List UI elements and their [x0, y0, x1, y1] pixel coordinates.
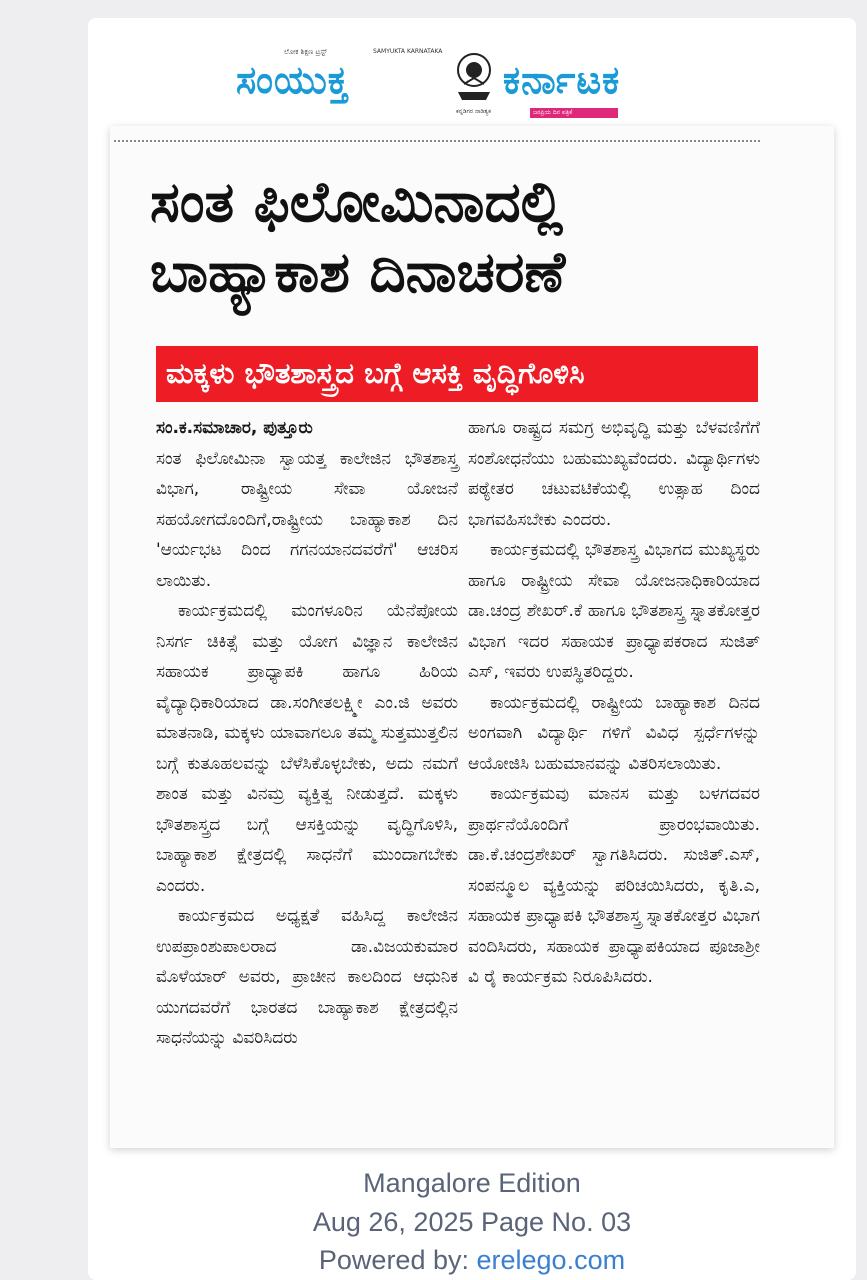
- article-headline: [150, 168, 770, 308]
- article-paragraph: ಕಾರ್ಯಕ್ರಮದಲ್ಲಿ ರಾಷ್ಟ್ರೀಯ ಬಾಹ್ಯಾಕಾಶ ದಿನದ ಅಂಗವಾಗಿ ವಿದ್ಯಾರ್ಥಿ ಗಳಿಗೆ ವಿವಿಧ ಸ್ಪರ್ಧೆಗಳನ್ನು ಆಯೋಜಿಸಿ ಬಹುಮಾನವನ್ನು ವಿತರಿಸಲಾಯಿತು.: [468, 692, 760, 774]
- powered-by: [88, 1241, 856, 1280]
- masthead-pink-tag: ಜನಪ್ರಿಯ ದಿನ ಪತ್ರಿಕೆ: [530, 108, 618, 118]
- article-byline: ಸಂ.ಕ.ಸಮಾಚಾರ, ಪುತ್ತೂರು: [156, 418, 313, 438]
- news-clipping: [110, 126, 834, 1148]
- article-column-1: [156, 413, 458, 1054]
- page-footer: [88, 1164, 856, 1280]
- masthead-tagline: ಲೋಕ ಶಿಕ್ಷಣ ಟ್ರಸ್ಟ್: [284, 48, 327, 56]
- article-paragraph: ಸಂತ ಫಿಲೋಮಿನಾ ಸ್ವಾಯತ್ತ ಕಾಲೇಜಿನ ಭೌತಶಾಸ್ತ್ರ ವಿಭಾಗ, ರಾಷ್ಟ್ರೀಯ ಸೇವಾ ಯೋಜನೆ ಸಹಯೋಗದೊಂದಿಗೆ,ರಾಷ್ಟ್ರೀಯ ಬಾಹ್ಯಾಕಾಶ ದಿನ 'ಆರ್ಯಭಟ ದಿಂದ ಗಗನಯಾನದವರೆಗೆ' ಆಚರಿಸ ಲಾಯಿತು.: [156, 448, 458, 591]
- masthead-subtag: ಕನ್ನಡಿಗರ ನಾಡಿತ್ಯಕ: [456, 108, 491, 115]
- article-paragraph: ಕಾರ್ಯಕ್ರಮದ ಅಧ್ಯಕ್ಷತೆ ವಹಿಸಿದ್ದ ಕಾಲೇಜಿನ ಉಪಪ್ರಾಂಶುಪಾಲರಾದ ಡಾ.ವಿಜಯಕುಮಾರ ಮೊಳೆಯಾರ್ ಅವರು, ಪ್ರಾಚೀನ ಕಾಲದಿಂದ ಆಧುನಿಕ ಯುಗದವರೆಗೆ ಭಾರತದ ಬಾಹ್ಯಾಕಾಶ ಕ್ಷೇತ್ರದಲ್ಲಿನ ಸಾಧನೆಯನ್ನು ವಿವರಿಸಿದರು: [156, 906, 458, 1048]
- masthead-name-right: ಕರ್ನಾಟಕ: [503, 58, 621, 102]
- clipping-top-divider: [114, 140, 760, 142]
- masthead-tagline-english: SAMYUKTA KARNATAKA: [373, 48, 443, 55]
- headline-line-1: ಸಂತ ಫಿಲೋಮಿನಾದಲ್ಲಿ: [150, 170, 563, 235]
- date-page-label: Aug 26, 2025 Page No. 03: [312, 1206, 632, 1237]
- powered-by-label: Powered by:: [318, 1245, 477, 1275]
- erelego-link[interactable]: erelego.com: [476, 1245, 626, 1275]
- headline-line-2: ಬಾಹ್ಯಾಕಾಶ ದಿನಾಚರಣೆ: [150, 240, 566, 305]
- article-paragraph: ಕಾರ್ಯಕ್ರಮವು ಮಾನಸ ಮತ್ತು ಬಳಗದವರ ಪ್ರಾರ್ಥನೆಯೊಂದಿಗೆ ಪ್ರಾರಂಭವಾಯಿತು. ಡಾ.ಕೆ.ಚಂದ್ರಶೇಖರ್ ಸ್ವಾಗತಿಸಿದರು. ಸುಜಿತ್.ಎಸ್, ಸಂಪನ್ಮೂಲ ವ್ಯಕ್ತಿಯನ್ನು ಪರಿಚಯಿಸಿದರು, ಕೃತಿ.ಎ, ಸಹಾಯಕ ಪ್ರಾಧ್ಯಾಪಕಿ ಭೌತಶಾಸ್ತ್ರ ಸ್ನಾತಕೋತ್ತರ ವಿಭಾಗ ವಂದಿಸಿದರು, ಸಹಾಯಕ ಪ್ರಾಧ್ಯಾಪಕಿಯಾದ ಪೂಜಾಶ್ರೀ ವಿ ರೈ ಕಾರ್ಯಕ್ರಮ ನಿರೂಪಿಸಿದರು.: [468, 784, 760, 987]
- article-paragraph: ಹಾಗೂ ರಾಷ್ಟ್ರದ ಸಮಗ್ರ ಅಭಿವೃದ್ಧಿ ಮತ್ತು ಬೆಳವಣಿಗೆಗೆ ಸಂಶೋಧನೆಯು ಬಹುಮುಖ್ಯವೆಂದರು. ವಿದ್ಯಾರ್ಥಿಗಳು ಪಠ್ಯೇತರ ಚಟುವಟಿಕೆಯಲ್ಲಿ ಉತ್ಸಾಹ ದಿಂದ ಭಾಗವಹಿಸಬೇಕು ಎಂದರು.: [468, 418, 760, 530]
- article-subheadline-banner: [156, 346, 758, 402]
- epaper-card: [88, 18, 856, 1280]
- masthead-name-left: ಸಂಯುಕ್ತ: [236, 58, 350, 102]
- article-paragraph: ಕಾರ್ಯಕ್ರಮದಲ್ಲಿ ಮಂಗಳೂರಿನ ಯೆನೆಪೋಯ ನಿಸರ್ಗ ಚಿಕಿತ್ಸೆ ಮತ್ತು ಯೋಗ ವಿಜ್ಞಾನ ಕಾಲೇಜಿನ ಸಹಾಯಕ ಪ್ರಾಧ್ಯಾಪಕಿ ಹಾಗೂ ಹಿರಿಯ ವೈದ್ಯಾಧಿಕಾರಿಯಾದ ಡಾ.ಸಂಗೀತಲಕ್ಷ್ಮೀ ಎಂ.ಜಿ ಅವರು ಮಾತನಾಡಿ, ಮಕ್ಕಳು ಯಾವಾಗಲೂ ತಮ್ಮ ಸುತ್ತಮುತ್ತಲಿನ ಬಗ್ಗೆ ಕುತೂಹಲವನ್ನು ಬೆಳೆಸಿಕೊಳ್ಳಬೇಕು, ಅದು ನಮಗೆ ಶಾಂತ ಮತ್ತು ವಿನಮ್ರ ವ್ಯಕ್ತಿತ್ವ ನೀಡುತ್ತದೆ. ಮಕ್ಕಳು ಭೌತಶಾಸ್ತ್ರದ ಬಗ್ಗೆ ಆಸಕ್ತಿಯನ್ನು ವೃದ್ಧಿಗೊಳಿಸಿ, ಬಾಹ್ಯಾಕಾಶ ಕ್ಷೇತ್ರದಲ್ಲಿ ಸಾಧನೆಗೆ ಮುಂದಾಗಬೇಕು ಎಂದರು.: [156, 601, 458, 896]
- article-subheadline: ಮಕ್ಕಳು ಭೌತಶಾಸ್ತ್ರದ ಬಗ್ಗೆ ಆಸಕ್ತಿ ವೃದ್ಧಿಗೊಳಿಸಿ: [166, 356, 585, 390]
- article-column-2: [468, 413, 760, 993]
- masthead-emblem-icon: [450, 48, 498, 106]
- edition-label: Mangalore Edition: [363, 1168, 581, 1198]
- newspaper-masthead: [88, 40, 856, 120]
- article-paragraph: ಕಾರ್ಯಕ್ರಮದಲ್ಲಿ ಭೌತಶಾಸ್ತ್ರ ವಿಭಾಗದ ಮುಖ್ಯಸ್ಥರು ಹಾಗೂ ರಾಷ್ಟ್ರೀಯ ಸೇವಾ ಯೋಜನಾಧಿಕಾರಿಯಾದ ಡಾ.ಚಂದ್ರ ಶೇಖರ್.ಕೆ ಹಾಗೂ ಭೌತಶಾಸ್ತ್ರ ಸ್ನಾತಕೋತ್ತರ ವಿಭಾಗ ಇದರ ಸಹಾಯಕ ಪ್ರಾಧ್ಯಾಪಕರಾದ ಸುಜಿತ್ ಎಸ್, ಇವರು ಉಪಸ್ಥಿತರಿದ್ದರು.: [468, 540, 760, 682]
